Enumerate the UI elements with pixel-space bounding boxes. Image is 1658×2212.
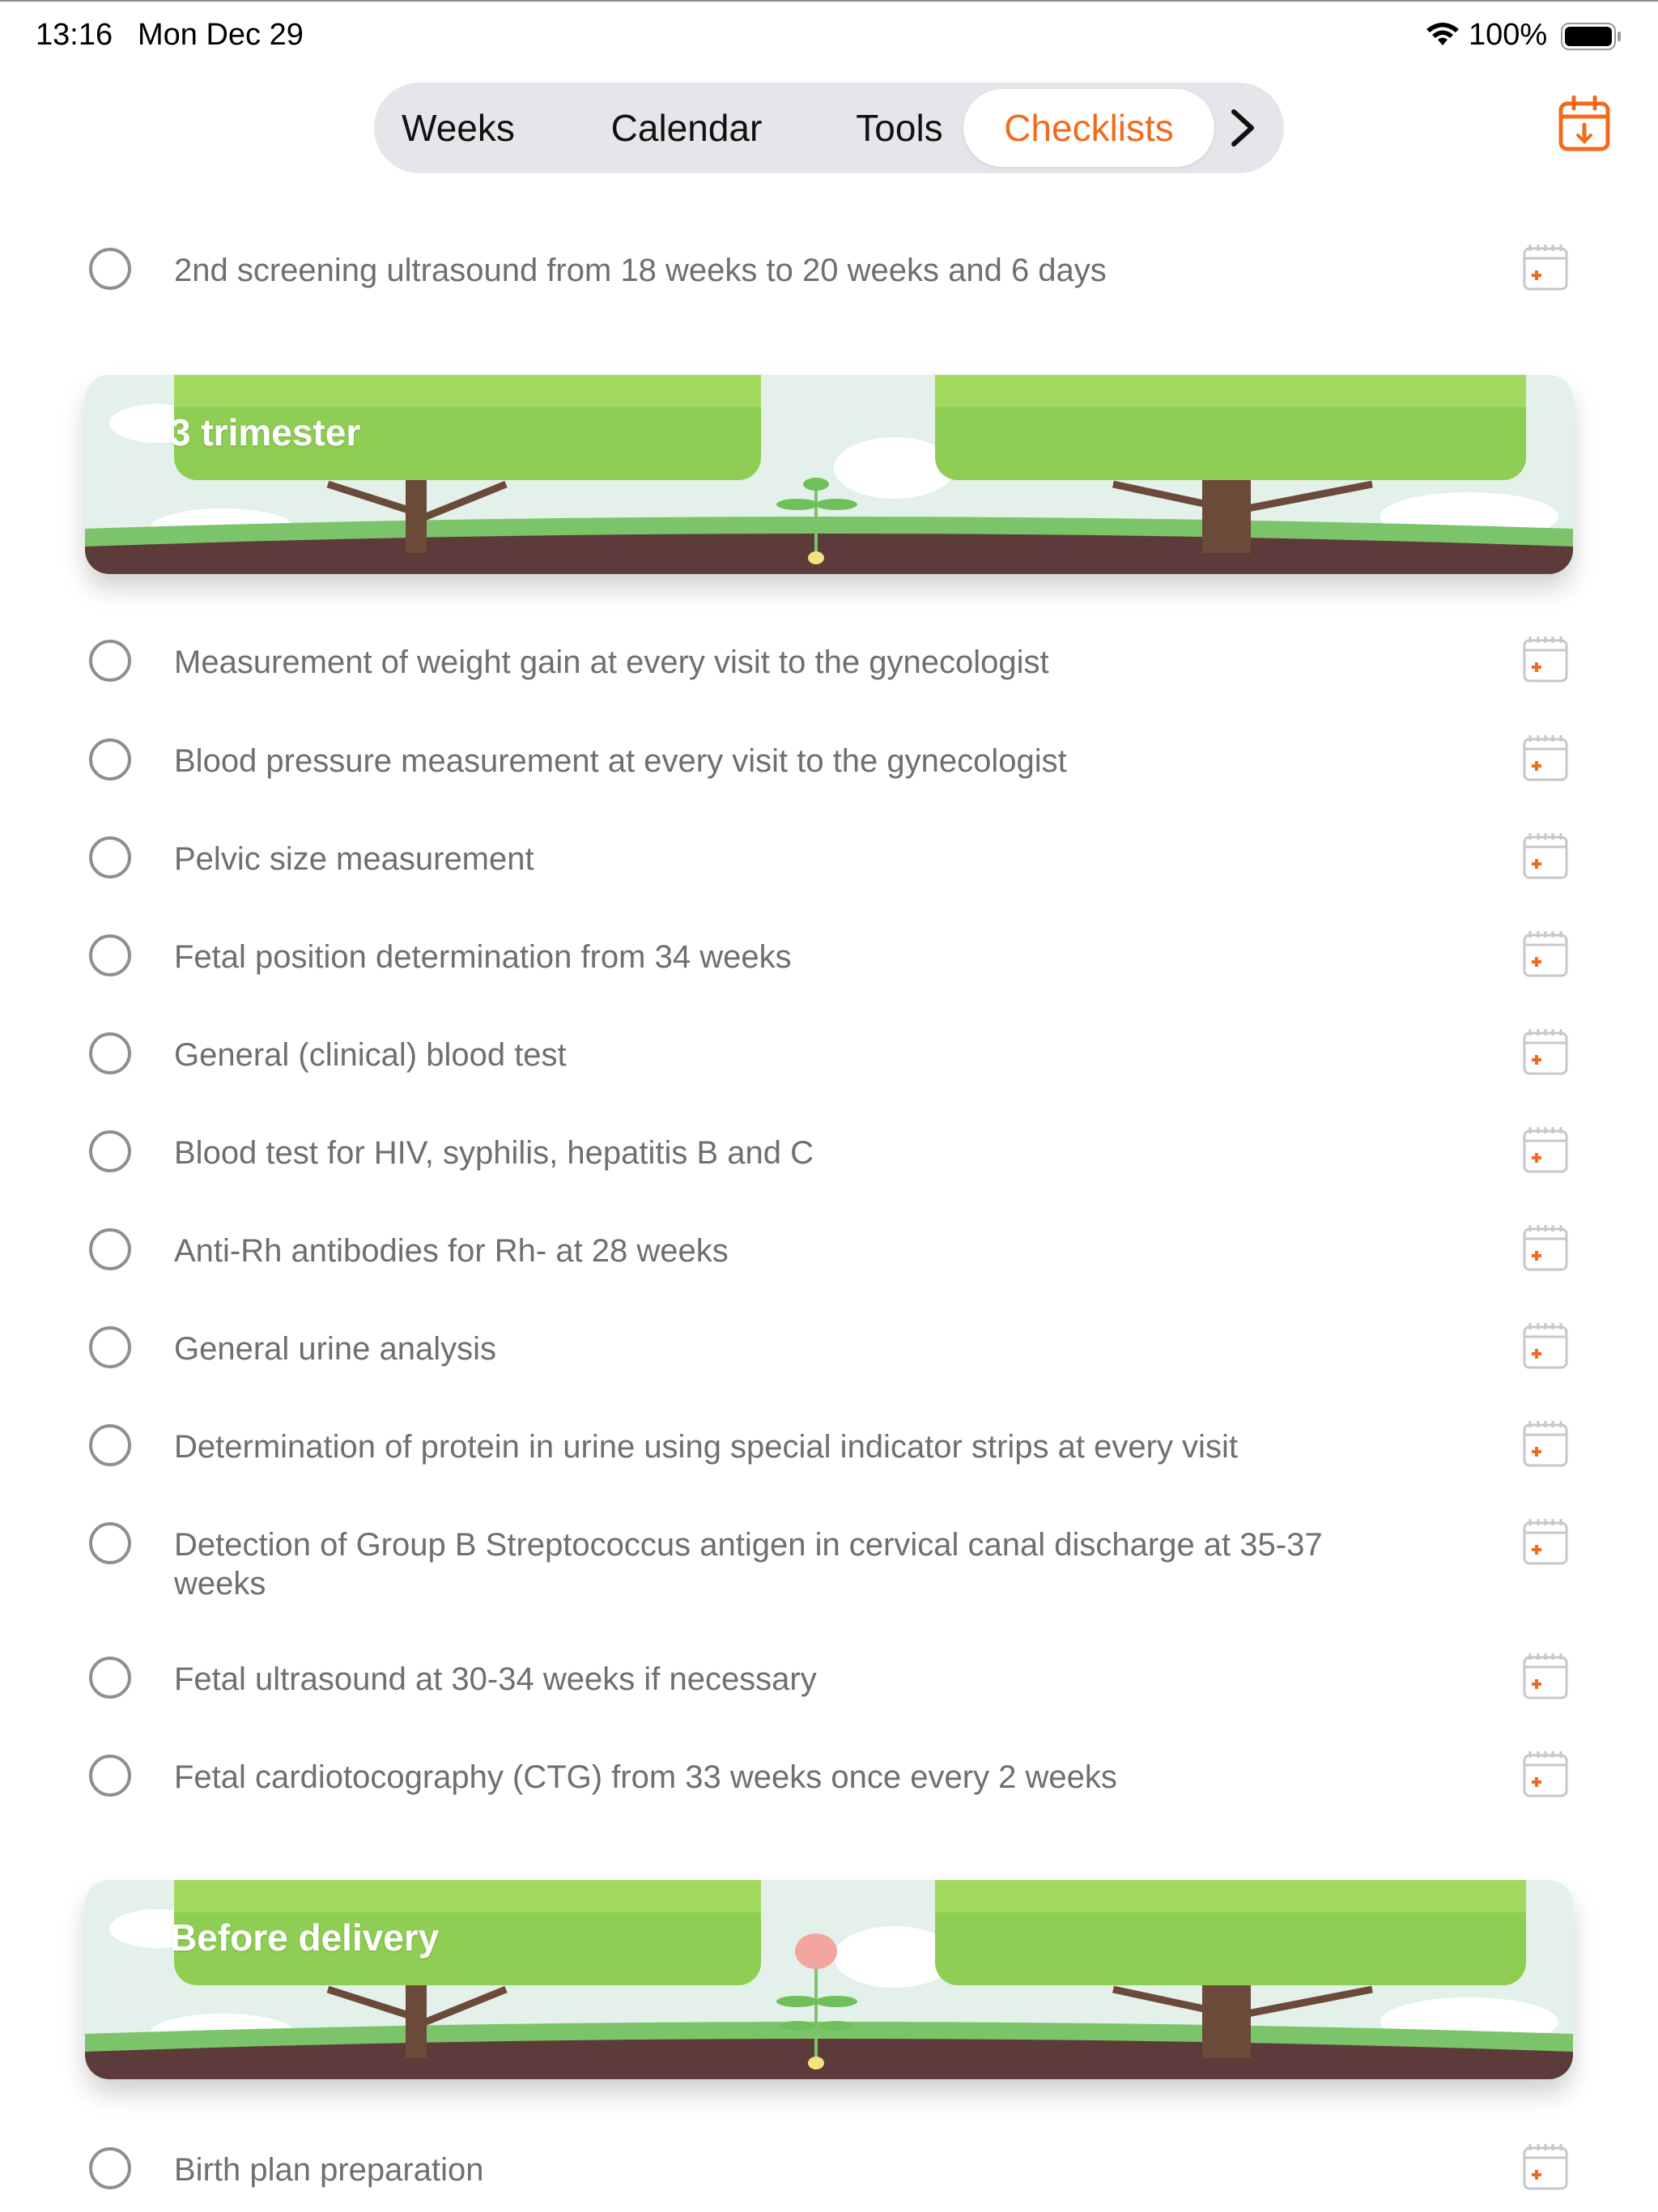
calendar-add-icon[interactable]: [1522, 243, 1569, 291]
battery-percentage: 100%: [1469, 18, 1548, 52]
list-item-label: Measurement of weight gain at every visit to the gynecologist: [174, 644, 1049, 680]
list-item-label: Blood pressure measurement at every visit to the gynecologist: [174, 743, 1067, 779]
battery-icon: [1561, 21, 1622, 52]
list-item-label: 2nd screening ultrasound from 18 weeks to 20 weeks and 6 days: [174, 253, 1107, 288]
tab-tools[interactable]: Tools: [856, 107, 943, 149]
calendar-add-icon[interactable]: [1522, 1517, 1569, 1566]
list-item-label: Fetal cardiotocography (CTG) from 33 weeks once every 2 weeks: [174, 1759, 1117, 1795]
status-bar: [0, 0, 1658, 73]
calendar-add-icon[interactable]: [1522, 734, 1569, 782]
section-banner-before-delivery: [85, 1880, 1573, 2079]
list-item-label: Determination of protein in urine using special indicator strips at every visit: [174, 1429, 1238, 1465]
trees-flower-illustration: [85, 1880, 1573, 2079]
list-item-label: Anti-Rh antibodies for Rh- at 28 weeks: [174, 1233, 729, 1269]
check-circle[interactable]: [89, 1032, 131, 1074]
calendar-add-icon[interactable]: [1522, 1419, 1569, 1468]
list-item-label: General urine analysis: [174, 1331, 496, 1367]
check-circle[interactable]: [89, 1657, 131, 1699]
status-date: Mon Dec 29: [138, 18, 304, 52]
calendar-icon[interactable]: [1558, 96, 1611, 152]
section-title: 3 trimester: [170, 411, 361, 453]
check-circle[interactable]: [89, 1326, 131, 1368]
calendar-add-icon[interactable]: [1522, 1027, 1569, 1076]
check-circle[interactable]: [89, 2147, 131, 2189]
calendar-add-icon[interactable]: [1522, 929, 1569, 978]
calendar-add-icon[interactable]: [1522, 1750, 1569, 1798]
check-circle[interactable]: [89, 1522, 131, 1564]
calendar-add-icon[interactable]: [1522, 1125, 1569, 1174]
calendar-add-icon[interactable]: [1522, 1321, 1569, 1370]
list-item-label: General (clinical) blood test: [174, 1037, 567, 1073]
calendar-add-icon[interactable]: [1522, 635, 1569, 683]
check-circle[interactable]: [89, 934, 131, 976]
section-title: Before delivery: [170, 1916, 440, 1959]
list-item-label: Detection of Group B Streptococcus antigen in cervical canal discharge at 35-37 weeks: [174, 1527, 1323, 1602]
calendar-add-icon[interactable]: [1522, 832, 1569, 880]
check-circle[interactable]: [89, 738, 131, 781]
calendar-add-icon[interactable]: [1522, 1652, 1569, 1700]
list-item-label: Fetal ultrasound at 30-34 weeks if necessary: [174, 1661, 817, 1697]
check-circle[interactable]: [89, 836, 131, 878]
trees-illustration: [85, 375, 1573, 574]
chevron-right-icon[interactable]: [1218, 102, 1266, 154]
list-item-label: Birth plan preparation: [174, 2152, 484, 2188]
list-item-label: Blood test for HIV, syphilis, hepatitis B and C: [174, 1135, 814, 1171]
wifi-icon: [1425, 21, 1460, 49]
section-banner-3-trimester: [85, 375, 1573, 574]
calendar-add-icon[interactable]: [1522, 1223, 1569, 1272]
tab-checklists[interactable]: Checklists: [963, 89, 1214, 167]
status-time: 13:16: [36, 18, 113, 52]
section-tabs: [374, 83, 1284, 173]
check-circle[interactable]: [89, 248, 131, 290]
tab-weeks[interactable]: Weeks: [402, 107, 515, 149]
tab-calendar[interactable]: Calendar: [610, 107, 763, 149]
check-circle[interactable]: [89, 1228, 131, 1270]
list-item-label: Pelvic size measurement: [174, 841, 534, 877]
check-circle[interactable]: [89, 1755, 131, 1797]
check-circle[interactable]: [89, 1424, 131, 1466]
check-circle[interactable]: [89, 1130, 131, 1172]
check-circle[interactable]: [89, 640, 131, 682]
list-item-label: Fetal position determination from 34 weeks: [174, 939, 792, 975]
calendar-add-icon[interactable]: [1522, 2142, 1569, 2191]
